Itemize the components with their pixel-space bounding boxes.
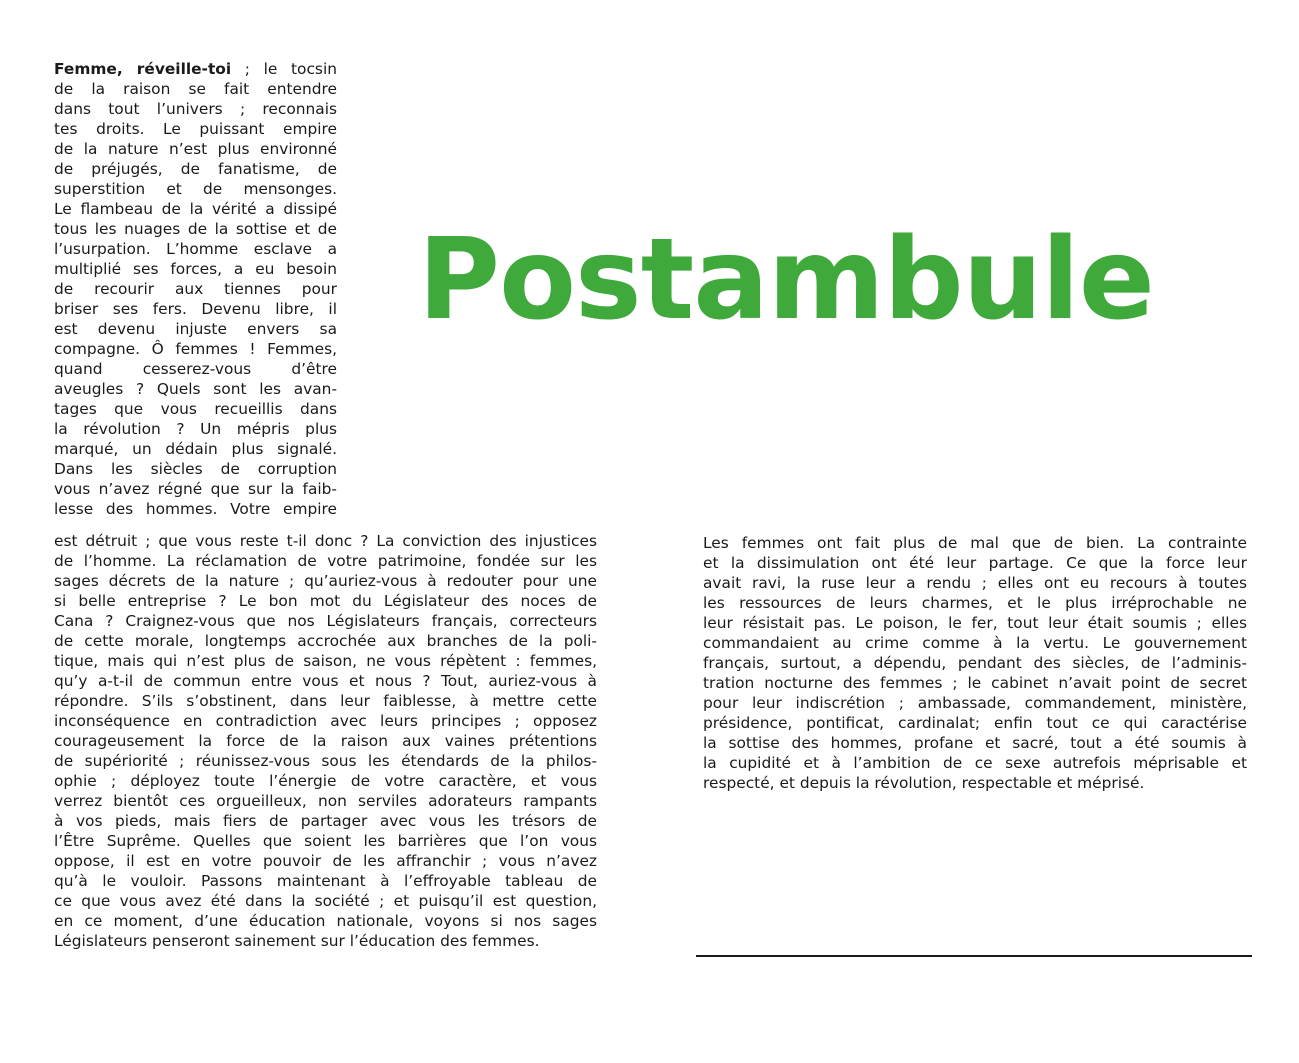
text-line: aveugles ? Quels sont les avan- <box>54 380 337 398</box>
text-line: Le flambeau de la vérité a dissipé <box>54 200 337 218</box>
text-line: ce que vous avez été dans la société ; et puisqu’il est question, <box>54 892 597 910</box>
text-line: verrez bientôt ces orgueilleux, non serviles adorateurs rampants <box>54 792 597 810</box>
text-line: quand cesserez-vous d’être <box>54 360 337 378</box>
text-line: Législateurs penseront sainement sur l’éducation des femmes. <box>54 932 540 950</box>
text-line: de préjugés, de fanatisme, de <box>54 160 337 178</box>
text-line: ophie ; déployez toute l’énergie de votre caractère, et vous <box>54 772 597 790</box>
lead-phrase: Femme, réveille-toi <box>54 60 232 78</box>
text-line: français, surtout, a dépendu, pendant des siècles, de l’adminis- <box>703 654 1247 672</box>
text-line: les ressources de leurs charmes, et le plus irréprochable ne <box>703 594 1247 612</box>
text-line: compagne. Ô femmes ! Femmes, <box>54 340 337 358</box>
text-line: tes droits. Le puissant empire <box>54 120 337 138</box>
text-line: dans tout l’univers ; reconnais <box>54 100 337 118</box>
text-line: leur résistait pas. Le poison, le fer, tout leur était soumis ; elles <box>703 614 1247 632</box>
text-line: vous n’avez régné que sur la faib- <box>54 480 337 498</box>
text-line: la sottise des hommes, profane et sacré, tout a été soumis à <box>703 734 1247 752</box>
text-line: inconséquence en contradiction avec leurs principes ; opposez <box>54 712 597 730</box>
text-line: avait ravi, la ruse leur a rendu ; elles ont eu recours à toutes <box>703 574 1247 592</box>
text-line: Les femmes ont fait plus de mal que de bien. La contrainte <box>703 534 1247 552</box>
text-line: de la raison se fait entendre <box>54 80 337 98</box>
page-title: Postambule <box>418 215 1154 345</box>
text-line: en ce moment, d’une éducation nationale, voyons si nos sages <box>54 912 597 930</box>
text-line: Dans les siècles de corruption <box>54 460 337 478</box>
text-line: qu’à le vouloir. Passons maintenant à l’effroyable tableau de <box>54 872 597 890</box>
divider-rule <box>696 955 1252 957</box>
text-line: de recourir aux tiennes pour <box>54 280 337 298</box>
text-line: à vos pieds, mais fiers de partager avec vous les trésors de <box>54 812 597 830</box>
text-line: briser ses fers. Devenu libre, il <box>54 300 337 318</box>
text-line: présidence, pontificat, cardinalat; enfin tout ce qui caractérise <box>703 714 1247 732</box>
text-line: Femme, réveille-toi ; le tocsin <box>54 60 337 78</box>
text-line: superstition et de mensonges. <box>54 180 337 198</box>
text-line: de cette morale, longtemps accrochée aux branches de la poli- <box>54 632 597 650</box>
text-line: oppose, il est en votre pouvoir de les affranchir ; vous n’avez <box>54 852 597 870</box>
text-line: si belle entreprise ? Le bon mot du Législateur des noces de <box>54 592 597 610</box>
text-line: est détruit ; que vous reste t-il donc ? La conviction des injustices <box>54 532 597 550</box>
text-line: la cupidité et à l’ambition de ce sexe autrefois méprisable et <box>703 754 1247 772</box>
text-line: tration nocturne des femmes ; le cabinet n’avait point de secret <box>703 674 1247 692</box>
text-line: tages que vous recueillis dans <box>54 400 337 418</box>
text-line: l’Être Suprême. Quelles que soient les barrières que l’on vous <box>54 832 597 850</box>
text-line: l’usurpation. L’homme esclave a <box>54 240 337 258</box>
text-line: tous les nuages de la sottise et de <box>54 220 337 238</box>
text-line: multiplié ses forces, a eu besoin <box>54 260 337 278</box>
text-line: marqué, un dédain plus signalé. <box>54 440 337 458</box>
text-line: et la dissimulation ont été leur partage. Ce que la force leur <box>703 554 1247 572</box>
text-line: Cana ? Craignez-vous que nos Législateurs français, correcteurs <box>54 612 597 630</box>
text-line: lesse des hommes. Votre empire <box>54 500 337 518</box>
text-line: tique, mais qui n’est plus de saison, ne vous répètent : femmes, <box>54 652 597 670</box>
text-line: de l’homme. La réclamation de votre patrimoine, fondée sur les <box>54 552 597 570</box>
text-line: répondre. S’ils s’obstinent, dans leur faiblesse, à mettre cette <box>54 692 597 710</box>
text-line: commandaient au crime comme à la vertu. Le gouvernement <box>703 634 1247 652</box>
text-line: qu’y a-t-il de commun entre vous et nous ? Tout, auriez-vous à <box>54 672 597 690</box>
text-line: sages décrets de la nature ; qu’auriez-vous à redouter pour une <box>54 572 597 590</box>
text-line: de la nature n’est plus environné <box>54 140 337 158</box>
text-line: courageusement la force de la raison aux vaines prétentions <box>54 732 597 750</box>
text-line: de supériorité ; réunissez-vous sous les étendards de la philos- <box>54 752 597 770</box>
text-line: la révolution ? Un mépris plus <box>54 420 337 438</box>
text-line: pour leur indiscrétion ; ambassade, commandement, ministère, <box>703 694 1247 712</box>
text-line: est devenu injuste envers sa <box>54 320 337 338</box>
text-line: respecté, et depuis la révolution, respectable et méprisé. <box>703 774 1145 792</box>
